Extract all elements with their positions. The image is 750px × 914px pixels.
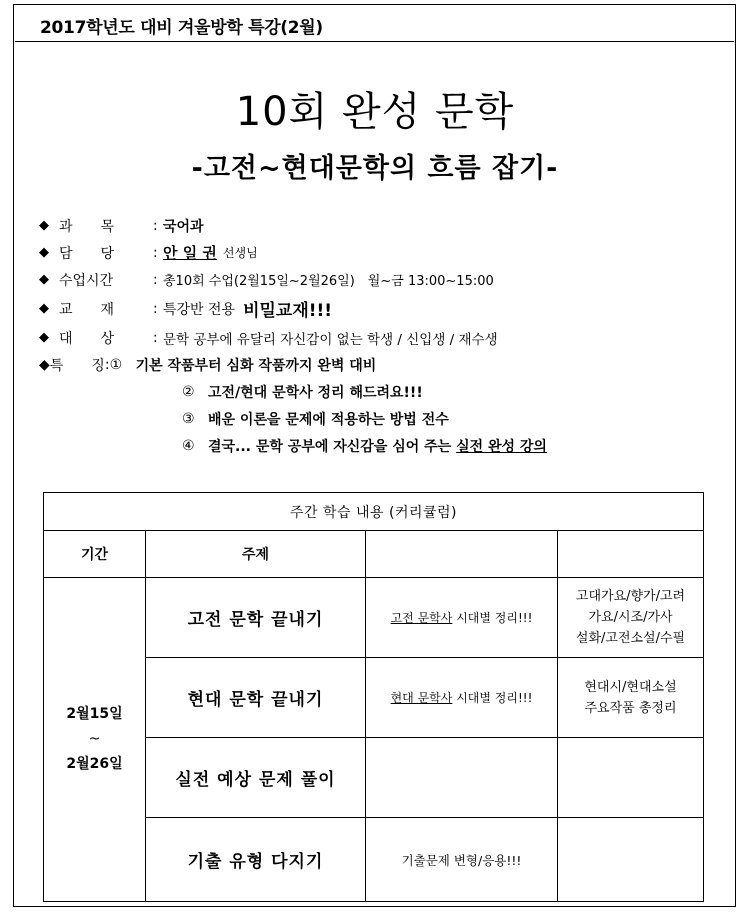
- info-teacher: [39, 239, 719, 266]
- info-section: [39, 212, 719, 459]
- info-features: [39, 351, 719, 378]
- note-cell: [558, 818, 704, 902]
- topic-cell: 현대 문학 끝내기: [146, 658, 366, 738]
- diamond-bullet-icon: ◆: [39, 356, 50, 373]
- info-label: 특 징: [49, 357, 105, 374]
- info-colon: :: [153, 217, 158, 234]
- diamond-bullet-icon: ◆: [39, 330, 49, 345]
- feature-text: 기본 작품부터 심화 작품까지 완벽 대비: [135, 357, 377, 374]
- header-topic: 주제: [146, 531, 366, 578]
- note-line: 현대시/현대소설: [584, 679, 677, 695]
- schedule-value: 총10회 수업(2월15일~2월26일) 월~금 13:00~15:00: [163, 274, 494, 289]
- detail-cell: 기출문제 변형/응용!!!: [366, 818, 558, 902]
- feature-item: [39, 405, 719, 432]
- note-line: 설화/고전소설/수필: [575, 631, 686, 646]
- teacher-name: 안 일 권: [163, 244, 217, 262]
- detail-cell: [366, 738, 558, 818]
- textbook-prefix: 특강반 전용: [163, 301, 236, 318]
- info-label: 대 상: [59, 330, 115, 347]
- header-divider: [15, 41, 734, 42]
- info-colon: :: [153, 271, 158, 288]
- detail-rest: 시대별 정리!!!: [452, 691, 533, 705]
- info-schedule: [39, 266, 719, 293]
- note-cell: [558, 658, 704, 738]
- feature-number: ②: [182, 383, 195, 400]
- diamond-bullet-icon: ◆: [39, 301, 49, 316]
- diamond-bullet-icon: ◆: [39, 245, 49, 260]
- detail-underlined: 고전 문학사: [390, 611, 453, 625]
- feature-item: [39, 432, 719, 459]
- diamond-bullet-icon: ◆: [39, 218, 49, 233]
- info-textbook: [39, 293, 719, 324]
- note-line: 고대가요/향가/고려: [575, 589, 686, 604]
- info-colon: :: [153, 300, 158, 317]
- curriculum-table: [43, 492, 704, 902]
- info-subject: [39, 212, 719, 239]
- detail-cell: [366, 658, 558, 738]
- note-cell: [558, 738, 704, 818]
- info-colon: :: [153, 329, 158, 346]
- feature-text: 결국... 문학 공부에 자신감을 심어 주는: [208, 438, 457, 455]
- period-start: 2월15일: [66, 706, 123, 722]
- note-cell: [558, 578, 704, 658]
- info-label: 수업시간: [59, 272, 114, 289]
- detail-rest: 시대별 정리!!!: [452, 611, 533, 625]
- topic-cell: 실전 예상 문제 풀이: [146, 738, 366, 818]
- info-label: 과 목: [59, 218, 115, 235]
- feature-text: 고전/현대 문학사 정리 해드려요!!!: [208, 384, 423, 401]
- teacher-suffix: 선생님: [222, 246, 258, 260]
- subject-value: 국어과: [163, 218, 204, 235]
- header-period: 기간: [44, 531, 146, 578]
- period-cell: [44, 578, 146, 902]
- header-title: 2017학년도 대비 겨울방학 특강(2월): [40, 18, 323, 38]
- period-sep: ~: [88, 731, 101, 747]
- topic-cell: 고전 문학 끝내기: [146, 578, 366, 658]
- note-line: 주요작품 총정리: [584, 700, 677, 716]
- sub-title: -고전~현대문학의 흐름 잡기-: [191, 153, 559, 184]
- textbook-highlight: 비밀교재!!!: [243, 301, 333, 321]
- curriculum-caption: 주간 학습 내용 (커리큘럼): [44, 493, 704, 531]
- feature-text-underlined: 실전 완성 강의: [456, 438, 547, 455]
- header-col3: [366, 531, 558, 578]
- diamond-bullet-icon: ◆: [39, 272, 49, 287]
- feature-number: ①: [109, 356, 123, 373]
- detail-underlined: 현대 문학사: [390, 691, 453, 705]
- info-colon: :: [153, 244, 158, 261]
- period-end: 2월26일: [66, 756, 123, 772]
- info-label: 담 당: [59, 245, 115, 262]
- note-line: 가요/시조/가사: [588, 610, 673, 625]
- feature-number: ③: [182, 410, 195, 427]
- info-target: [39, 324, 719, 351]
- target-value: 문학 공부에 유달리 자신감이 없는 학생 / 신입생 / 재수생: [163, 331, 498, 348]
- feature-text: 배운 이론을 문제에 적용하는 방법 전수: [208, 411, 449, 428]
- detail-cell: [366, 578, 558, 658]
- info-colon: :: [104, 356, 110, 373]
- header-col4: [558, 531, 704, 578]
- main-title: 10회 완성 문학: [235, 89, 515, 135]
- info-label: 교 재: [59, 301, 115, 318]
- feature-number: ④: [182, 437, 195, 454]
- feature-item: [39, 378, 719, 405]
- table-row: [44, 578, 704, 658]
- topic-cell: 기출 유형 다지기: [146, 818, 366, 902]
